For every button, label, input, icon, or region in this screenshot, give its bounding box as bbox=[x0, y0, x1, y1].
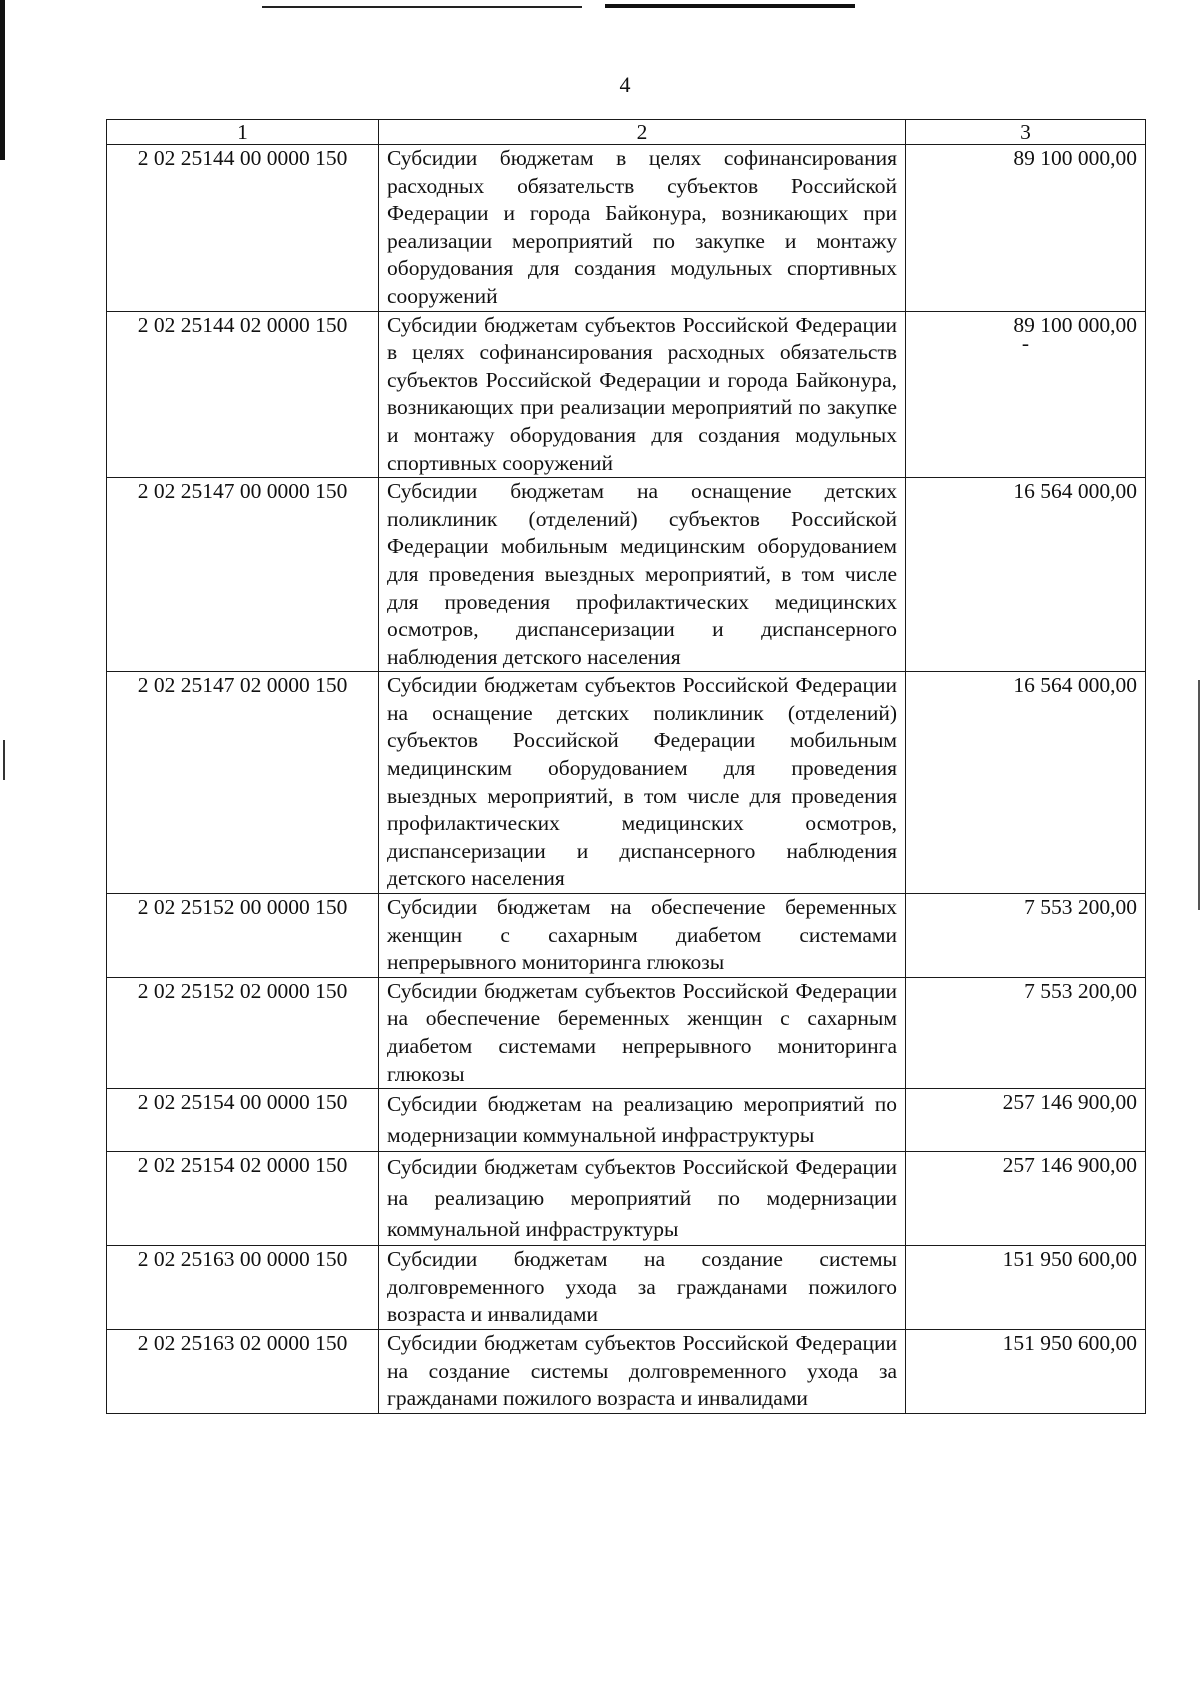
budget-description: Субсидии бюджетам субъектов Российской Федерации на создание системы долговременного ухода за гражданами пожилого возраста и инвалидами bbox=[379, 1329, 906, 1413]
budget-code: 2 02 25147 00 0000 150 bbox=[107, 478, 379, 672]
budget-amount: 7 553 200,00 bbox=[906, 977, 1146, 1088]
scan-top-artifact bbox=[262, 6, 582, 8]
budget-code: 2 02 25147 02 0000 150 bbox=[107, 672, 379, 894]
budget-code: 2 02 25154 02 0000 150 bbox=[107, 1152, 379, 1246]
page-number: 4 bbox=[619, 72, 631, 97]
budget-code: 2 02 25152 02 0000 150 bbox=[107, 977, 379, 1088]
table-row bbox=[107, 894, 1146, 978]
budget-code: 2 02 25154 00 0000 150 bbox=[107, 1089, 379, 1152]
budget-code: 2 02 25144 02 0000 150 bbox=[107, 311, 379, 478]
column-header: 2 bbox=[379, 120, 906, 145]
column-header: 3 bbox=[906, 120, 1146, 145]
scan-edge-artifact bbox=[3, 740, 5, 780]
dash-mark: - bbox=[1021, 330, 1030, 355]
table-row bbox=[107, 1246, 1146, 1330]
table-row bbox=[107, 977, 1146, 1088]
table-row bbox=[107, 1152, 1146, 1246]
budget-description: Субсидии бюджетам на оснащение детских поликлиник (отделений) субъектов Российской Федерации мобильным медицинским оборудованием для проведения выездных мероприятий, в том числе для проведения профилактических медицинских осмотров, диспансеризации и диспансерного наблюдения детского населения bbox=[379, 478, 906, 672]
budget-amount: 151 950 600,00 bbox=[906, 1329, 1146, 1413]
table-row bbox=[107, 311, 1146, 478]
column-header: 1 bbox=[107, 120, 379, 145]
table-header-row bbox=[107, 120, 1146, 145]
budget-code: 2 02 25144 00 0000 150 bbox=[107, 145, 379, 312]
table-row bbox=[107, 672, 1146, 894]
budget-description: Субсидии бюджетам на реализацию мероприятий по модернизации коммунальной инфраструктуры bbox=[379, 1089, 906, 1152]
budget-description: Субсидии бюджетам на создание системы долговременного ухода за гражданами пожилого возраста и инвалидами bbox=[379, 1246, 906, 1330]
table-row bbox=[107, 478, 1146, 672]
budget-code: 2 02 25152 00 0000 150 bbox=[107, 894, 379, 978]
budget-description: Субсидии бюджетам субъектов Российской Федерации на оснащение детских поликлиник (отделений) субъектов Российской Федерации мобильным медицинским оборудованием для проведения выездных мероприятий, в том числе для проведения профилактических медицинских осмотров, диспансеризации и диспансерного наблюдения детского населения bbox=[379, 672, 906, 894]
budget-code: 2 02 25163 02 0000 150 bbox=[107, 1329, 379, 1413]
budget-amount: 89 100 000,00 bbox=[906, 145, 1146, 312]
budget-amount: 89 100 000,00 bbox=[1013, 312, 1137, 337]
budget-description: Субсидии бюджетам субъектов Российской Федерации на реализацию мероприятий по модернизации коммунальной инфраструктуры bbox=[379, 1152, 906, 1246]
budget-amount: 16 564 000,00 bbox=[906, 672, 1146, 894]
budget-amount: 257 146 900,00 bbox=[906, 1089, 1146, 1152]
budget-description: Субсидии бюджетам субъектов Российской Федерации в целях софинансирования расходных обязательств субъектов Российской Федерации и города Байконура, возникающих при реализации мероприятий по закупке и монтажу оборудования для создания модульных спортивных сооружений bbox=[379, 311, 906, 478]
budget-description: Субсидии бюджетам в целях софинансирования расходных обязательств субъектов Российской Федерации и города Байконура, возникающих при реализации мероприятий по закупке и монтажу оборудования для создания модульных спортивных сооружений bbox=[379, 145, 906, 312]
scan-top-artifact bbox=[605, 4, 855, 8]
budget-code: 2 02 25163 00 0000 150 bbox=[107, 1246, 379, 1330]
budget-amount: 257 146 900,00 bbox=[906, 1152, 1146, 1246]
table-row bbox=[107, 1089, 1146, 1152]
budget-amount: 16 564 000,00 bbox=[906, 478, 1146, 672]
budget-amount: 151 950 600,00 bbox=[906, 1246, 1146, 1330]
budget-description: Субсидии бюджетам на обеспечение беременных женщин с сахарным диабетом системами непрерывного мониторинга глюкозы bbox=[379, 894, 906, 978]
table-row bbox=[107, 145, 1146, 312]
table-row bbox=[107, 1329, 1146, 1413]
budget-amount-cell bbox=[906, 311, 1146, 478]
budget-table bbox=[106, 119, 1146, 1414]
budget-amount: 7 553 200,00 bbox=[906, 894, 1146, 978]
budget-description: Субсидии бюджетам субъектов Российской Федерации на обеспечение беременных женщин с сахарным диабетом системами непрерывного мониторинга глюкозы bbox=[379, 977, 906, 1088]
